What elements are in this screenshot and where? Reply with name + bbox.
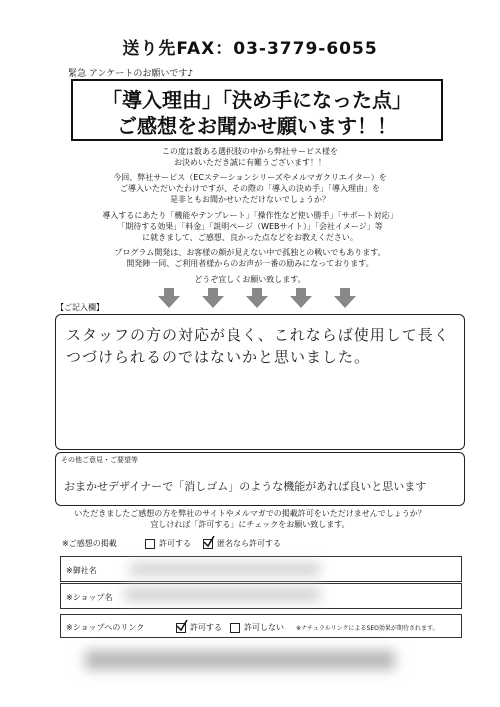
permission-request <box>60 508 440 530</box>
opinion-label: その他ご意見・ご要望等 <box>61 456 138 464</box>
urgent-note: 緊急 アンケートのお願いです♪ <box>68 69 194 79</box>
shop-link-label: ※ショップへのリンク <box>66 623 145 632</box>
intro-line: 導入するにあたり「機能やテンプレート」「操作性など使い勝手」「サポート対応」 <box>102 211 398 220</box>
link-note: ※ナチュラルリンクによるSEO効果が期待されます。 <box>296 625 439 632</box>
publish-label: ※ご感想の掲載 <box>62 539 117 548</box>
intro-paragraph-4 <box>60 247 440 269</box>
down-arrow-icon <box>158 288 180 308</box>
permission-line: いただきましたご感想の方を弊社のサイトやメルマガでの掲載許可をいただけませんでしょうか？ <box>74 509 426 518</box>
comment-text-line2: つづけられるのではないかと思いました。 <box>66 348 371 366</box>
checkbox-icon[interactable] <box>145 539 155 549</box>
intro-line: ご導入いただいたわけですが、その際の「導入の決め手」「導入理由」を <box>120 184 380 193</box>
publish-anon-label: 匿名なら許可する <box>217 539 281 548</box>
comment-text-line1: スタッフの方の対応が良く、これならば使用して長く <box>66 326 450 344</box>
down-arrow-icon <box>290 288 312 308</box>
checkbox-icon[interactable] <box>230 623 240 633</box>
intro-line: 今回、弊社サービス（ECステーションシリーズやメルマガクリエイター）を <box>113 173 387 182</box>
checkbox-checked-icon[interactable] <box>203 539 213 549</box>
intro-paragraph-2 <box>60 172 440 205</box>
intro-line: 開発陣一同、ご利用者様からのお声が一番の励みになっております。 <box>126 259 374 268</box>
intro-line: 是非ともお聞かせいただけないでしょうか？ <box>170 195 330 204</box>
link-allow-label: 許可する <box>190 623 222 632</box>
intro-line: この度は数ある選択肢の中から弊社サービス様を <box>162 147 338 156</box>
intro-paragraph-3 <box>60 210 440 243</box>
shop-name-redacted <box>125 588 320 601</box>
comment-label: 【ご記入欄】 <box>56 303 104 312</box>
link-deny-option[interactable] <box>230 622 284 633</box>
intro-line: 「期待する効果」「料金」「説明ページ（WEBサイト）」「会社イメージ」等 <box>117 222 383 231</box>
intro-line: プログラム開発は、お客様の顔が見えない中で孤独との戦いでもあります。 <box>114 248 386 257</box>
intro-line: お決めいただき誠に有難うございます！！ <box>174 158 326 167</box>
intro-line: に就きまして、ご感想、良かった点などをお教えください。 <box>142 233 358 242</box>
opinion-text: おまかせデザイナーで「消しゴム」のような機能があれば良いと思います <box>64 480 427 493</box>
headline-line2: ご感想をお聞かせ願います！！ <box>117 114 397 138</box>
intro-closing: どうぞ宜しくお願い致します。 <box>194 275 306 284</box>
permission-line: 宜しければ「許可する」にチェックをお願い致します。 <box>150 520 350 529</box>
link-allow-option[interactable] <box>176 622 222 633</box>
publish-anon-option[interactable] <box>203 538 281 549</box>
fax-number: 送り先FAX：03-3779-6055 <box>122 39 378 59</box>
publish-allow-label: 許可する <box>159 539 191 548</box>
shop-name-label: ※ショップ名 <box>66 593 113 602</box>
down-arrow-icon <box>334 288 356 308</box>
footer-redacted <box>85 650 395 670</box>
down-arrow-icon <box>246 288 268 308</box>
arrow-row <box>158 288 368 310</box>
checkbox-checked-icon[interactable] <box>176 623 186 633</box>
link-deny-label: 許可しない <box>244 623 284 632</box>
down-arrow-icon <box>202 288 224 308</box>
publish-allow-option[interactable] <box>145 538 191 549</box>
company-name-redacted <box>130 563 320 575</box>
company-name-label: ※御社名 <box>66 566 97 575</box>
headline-line1: 「導入理由」「決め手になった点」 <box>102 88 412 112</box>
intro-paragraph-1 <box>60 146 440 168</box>
